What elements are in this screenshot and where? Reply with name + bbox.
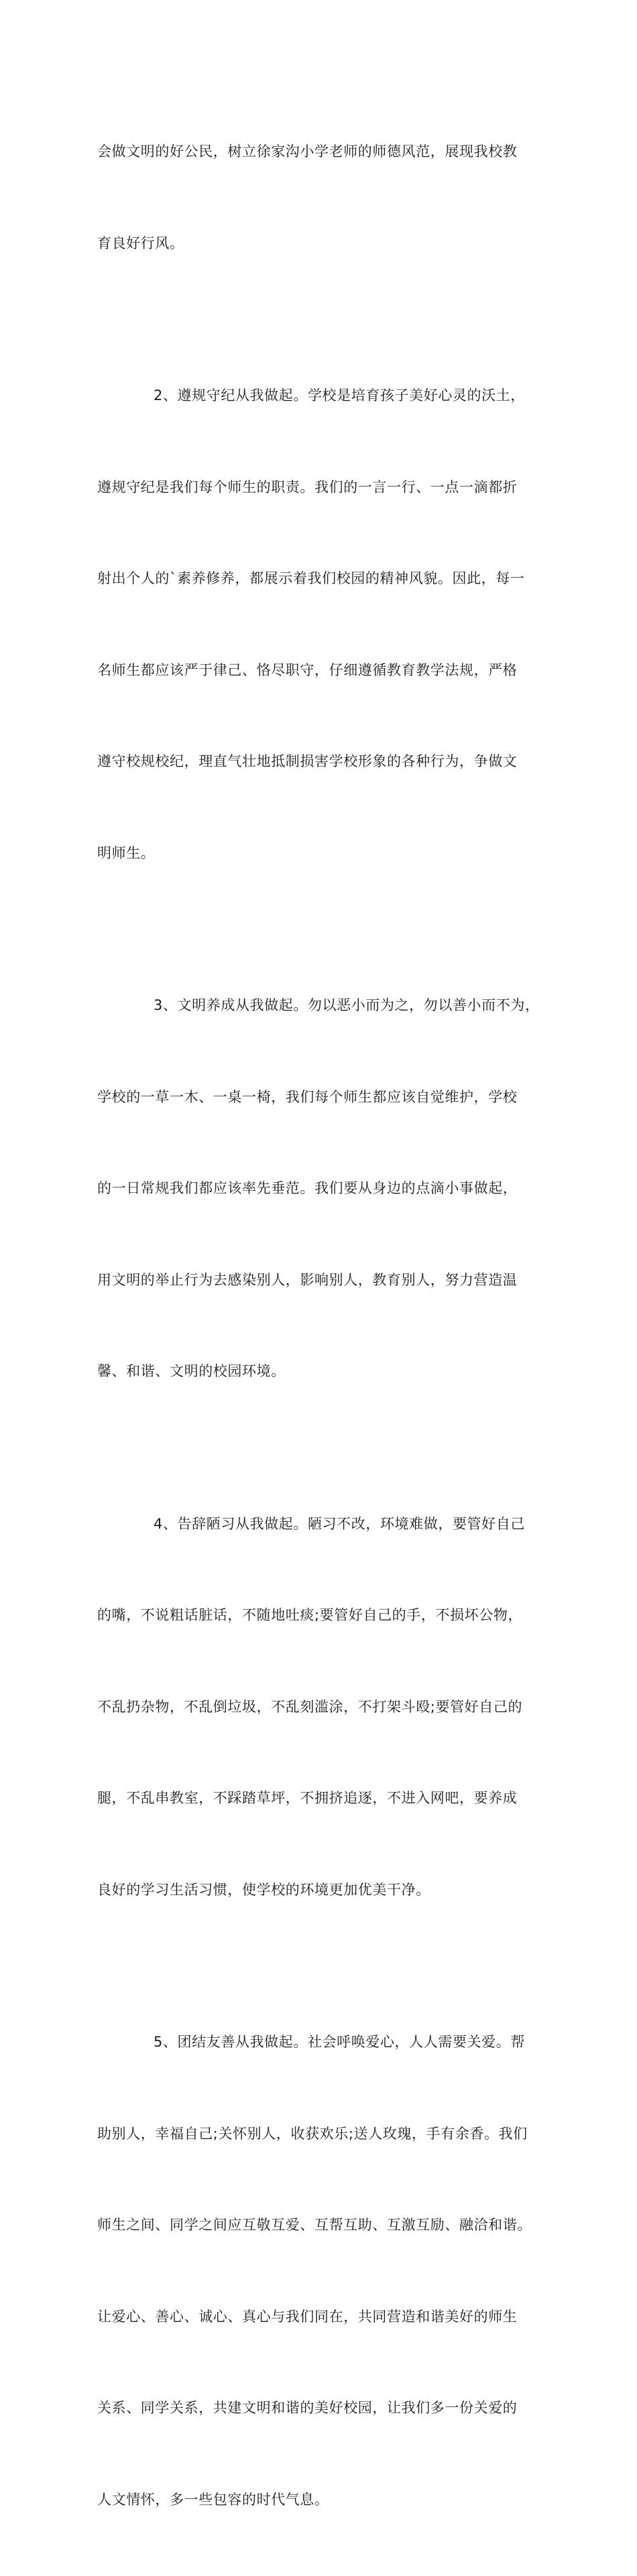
text-line: 的一日常规我们都应该率先垂范。我们要从身边的点滴小事做起， (97, 1180, 518, 1196)
text-line: 的嘴，不说粗话脏话，不随地吐痰;要管好自己的手，不损坏公物， (97, 1607, 523, 1623)
text-line: 良好的学习生活习惯，使学校的环境更加优美干净。 (97, 1881, 430, 1898)
text-line: 4、告辞陋习从我做起。陋习不改，环境难做，要管好自己 (154, 1515, 525, 1532)
text-line: 助别人，幸福自己;关怀别人，收获欢乐;送人玫瑰，手有余香。我们 (97, 2125, 528, 2142)
text-line: 会做文明的好公民，树立徐家沟小学老师的师德风范，展现我校教 (97, 143, 518, 159)
text-line: 不乱扔杂物，不乱倒垃圾，不乱刻滥涂，不打架斗殴;要管好自己的 (97, 1698, 523, 1715)
text-line: 育良好行风。 (97, 235, 184, 251)
text-line: 遵规守纪是我们每个师生的职责。我们的一言一行、一点一滴都折 (97, 478, 518, 495)
text-line: 师生之间、同学之间应互敬互爱、互帮互助、互激互励、融洽和谐。 (97, 2217, 532, 2233)
text-line: 关系、同学关系，共建文明和谐的美好校园，让我们多一份关爱的 (97, 2400, 518, 2416)
text-line: 名师生都应该严于律己、恪尽职守，仔细遵循教育教学法规，严格 (97, 661, 518, 678)
paragraph-item-5 (97, 1966, 543, 2576)
text-line: 让爱心、善心、诚心、真心与我们同在，共同营造和谐美好的师生 (97, 2308, 518, 2325)
paragraph-item-2 (97, 320, 543, 929)
paragraph-item-3 (97, 929, 543, 1448)
text-line: 射出个人的`素养修养，都展示着我们校园的精神风貌。因此，每一 (97, 570, 525, 586)
text-line: 2、遵规守纪从我做起。学校是培育孩子美好心灵的沃土， (154, 387, 525, 403)
text-line: 学校的一草一木、一桌一椅，我们每个师生都应该自觉维护，学校 (97, 1088, 518, 1105)
text-line: 用文明的举止行为去感染别人，影响别人，教育别人，努力营造温 (97, 1271, 518, 1288)
text-line: 明师生。 (97, 844, 156, 861)
text-line: 馨、和谐、文明的校园环境。 (97, 1363, 286, 1379)
paragraph-continuation (97, 76, 543, 320)
text-line: 人文情怀，多一些包容的时代气息。 (97, 2491, 329, 2508)
text-line: 5、团结友善从我做起。社会呼唤爱心，人人需要关爱。帮 (154, 2034, 525, 2050)
text-line: 腿，不乱串教室，不踩踏草坪，不拥挤追逐，不进入网吧，要养成 (97, 1790, 518, 1806)
paragraph-item-4 (97, 1448, 543, 1967)
text-line: 遵守校规校纪，理直气壮地抵制损害学校形象的各种行为，争做文 (97, 753, 518, 769)
document-body (97, 76, 543, 2576)
text-line: 3、文明养成从我做起。勿以恶小而为之，勿以善小而不为， (154, 997, 540, 1013)
